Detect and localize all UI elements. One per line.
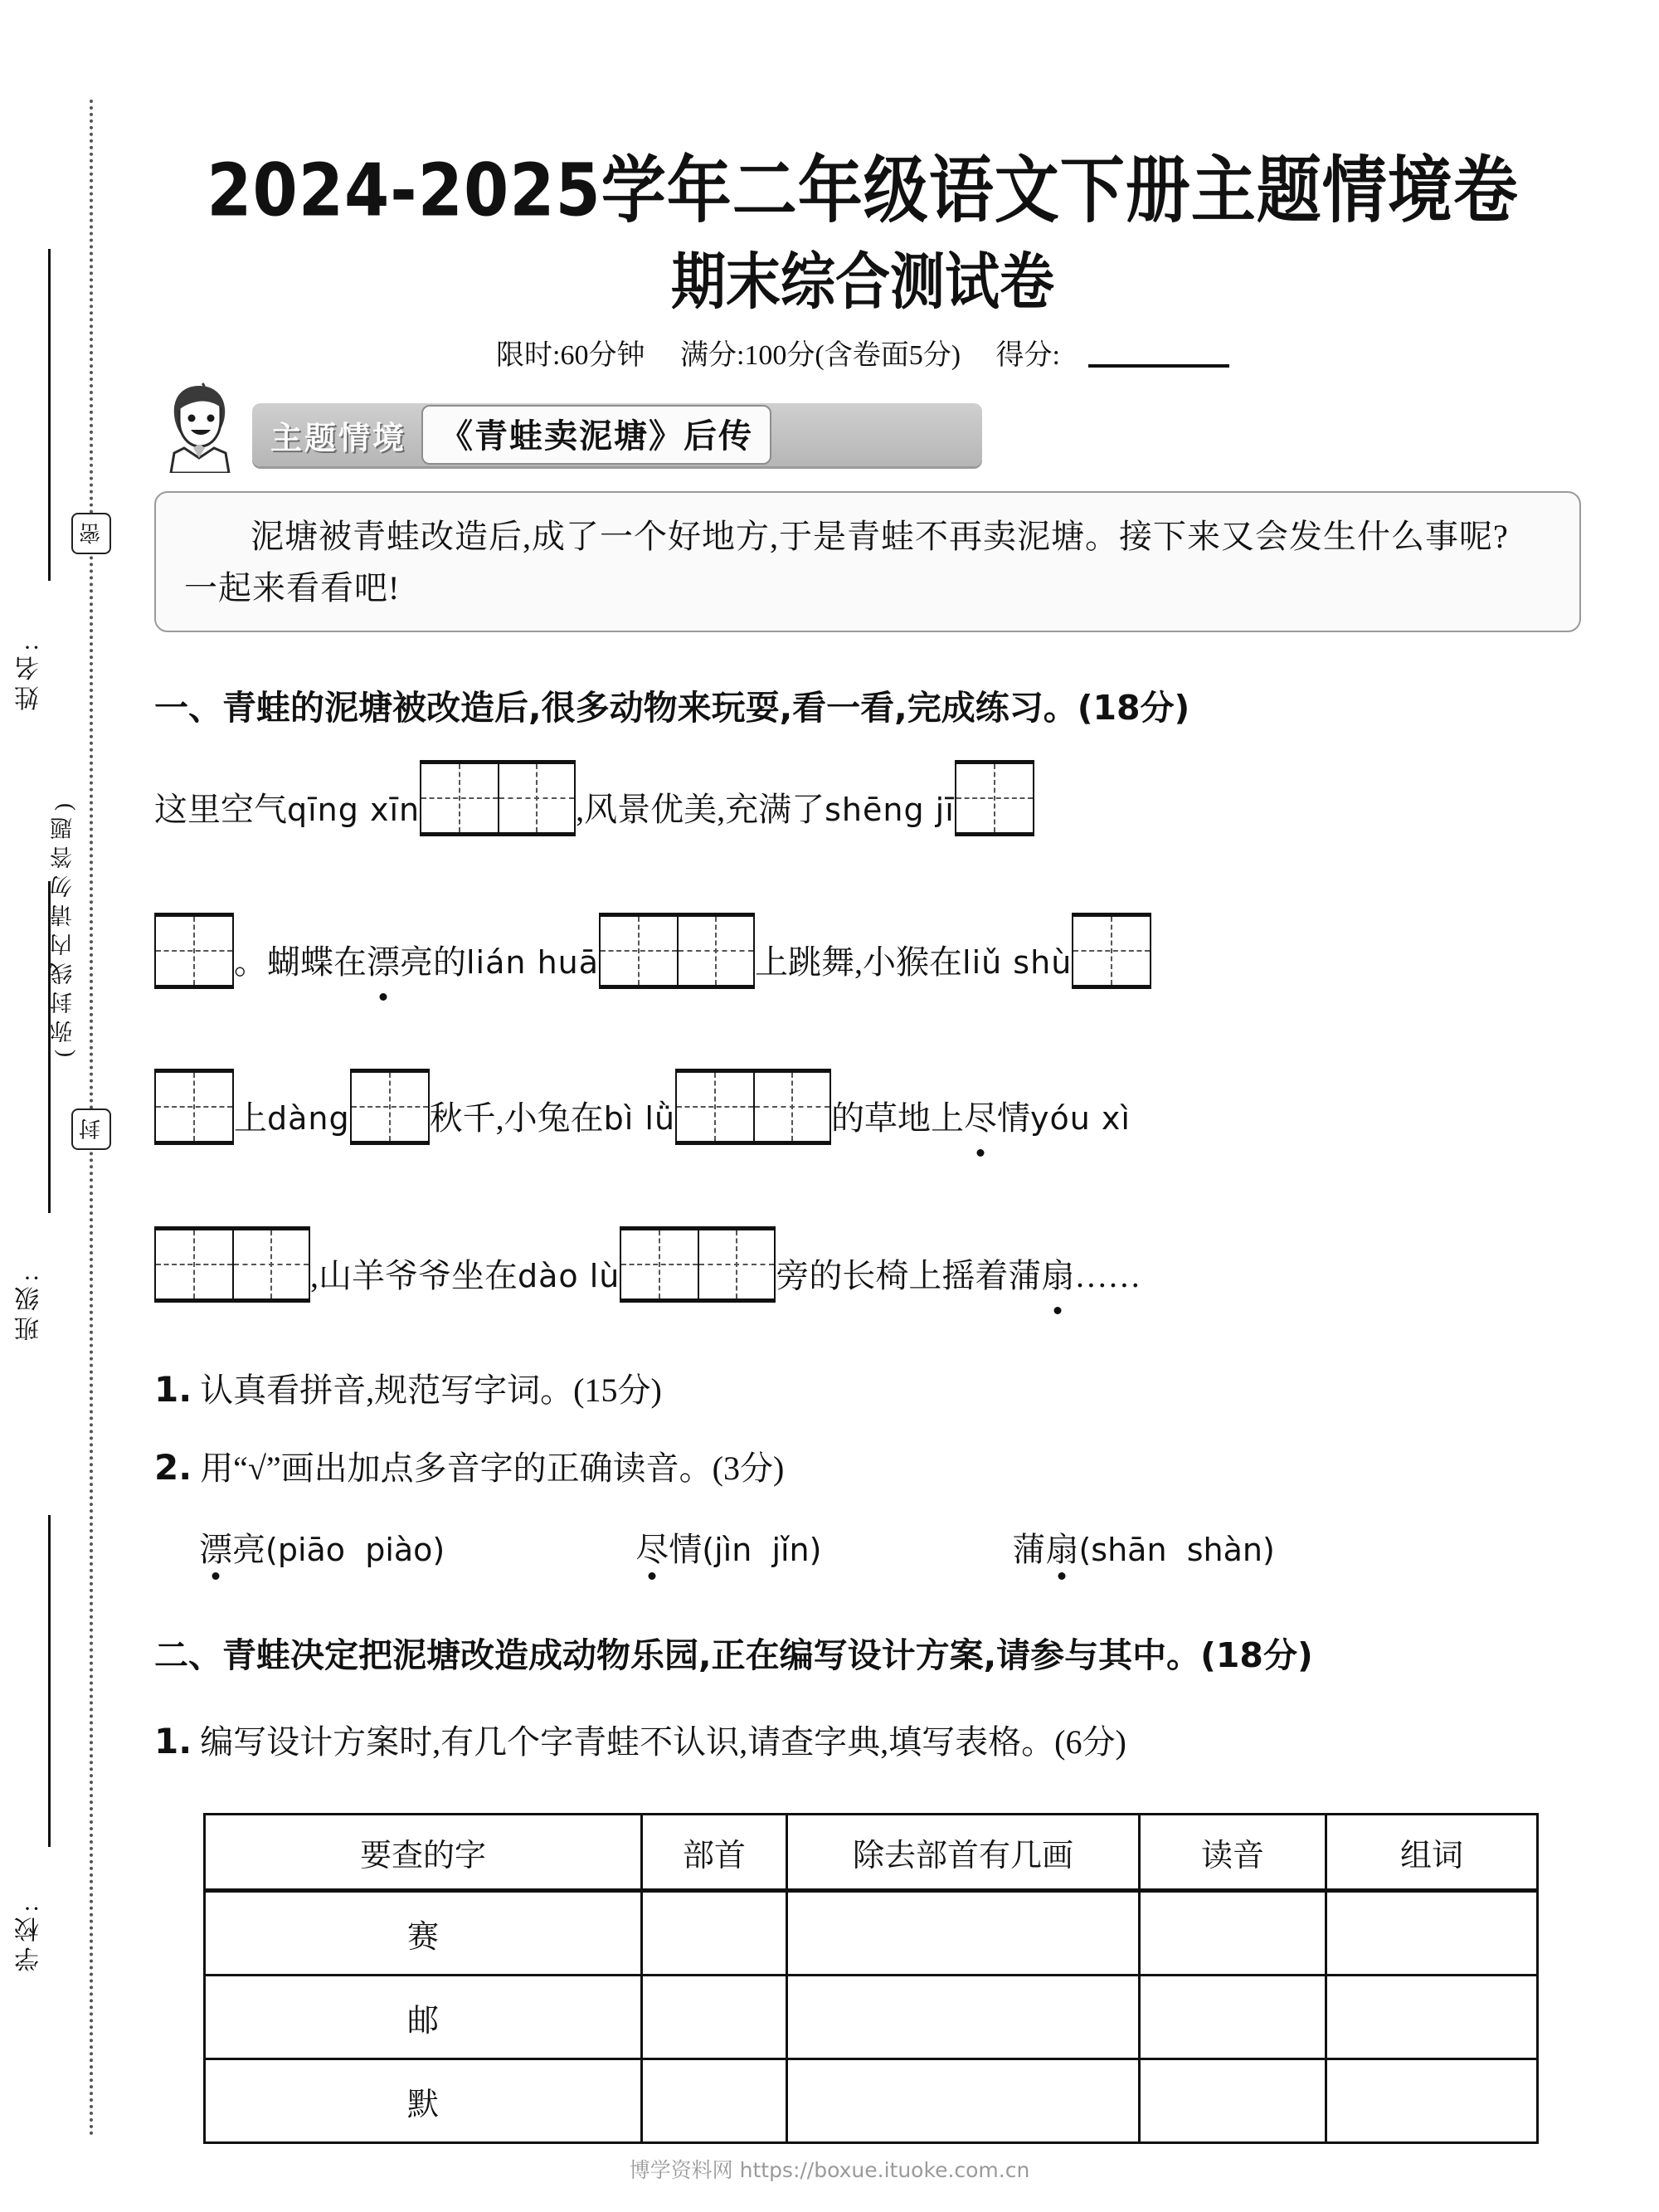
pinyin-row-2 [154,913,1151,989]
table-cell-answer-blank[interactable] [1326,1891,1538,1976]
field-label-name: 姓名: [16,639,43,711]
dotted-character: 尽 [964,1095,997,1145]
writing-grid-cell[interactable] [156,917,232,985]
writing-grid[interactable] [350,1069,430,1145]
question-1-1 [154,1364,662,1411]
paren-close: ) [432,1532,445,1568]
passage-text: 上跳舞,小猴在 [755,943,963,981]
score-blank-line[interactable] [1088,336,1229,368]
table-header-row [205,1815,1538,1891]
question-2-1-number: 1. [154,1721,192,1761]
dotted-character: 漂 [367,939,400,989]
paren-open: ( [1078,1532,1092,1568]
pinyin-option[interactable]: shān [1091,1532,1167,1568]
field-line-name [48,249,51,581]
pinyin-option[interactable]: piāo [277,1532,346,1568]
writing-grid-cell[interactable] [156,1230,232,1298]
seal-margin-strip [0,0,124,2212]
writing-grid-cell[interactable] [421,764,498,832]
page-subtitle: 期末综合测试卷 [671,246,1054,319]
writing-grid[interactable] [675,1069,831,1145]
table-header-cell: 部首 [642,1815,787,1891]
passage-text: 旁的长椅上摇着蒲 [776,1257,1042,1294]
table-cell-answer-blank[interactable] [642,1891,787,1976]
table-cell-answer-blank[interactable] [642,2059,787,2143]
table-row [205,1891,1538,1976]
table-row [205,2059,1538,2143]
table-cell-answer-blank[interactable] [787,1891,1140,1976]
field-label-school: 学校: [16,1900,43,1972]
pinyin-option[interactable]: shàn [1166,1532,1262,1568]
passage-text: 上 [234,1099,267,1137]
pinyin-text: dào lù [518,1258,620,1294]
pinyin-text: qīng xīn [287,792,421,828]
polyphone-item [199,1523,445,1571]
theme-banner-tag: 主题情境 [270,419,407,456]
table-cell-answer-blank[interactable] [1140,1891,1326,1976]
table-cell-answer-blank[interactable] [787,1976,1140,2059]
passage-text: 情 [997,1099,1031,1137]
writing-grid[interactable] [154,1226,310,1303]
seal-note-text: (弥封线内请勿答题) [51,797,75,1057]
writing-grid[interactable] [154,913,234,989]
polyphone-item [1012,1523,1274,1571]
table-cell-answer-blank[interactable] [1140,2059,1326,2143]
passage-text: 亮的 [400,943,466,981]
pinyin-row-4 [154,1226,1141,1303]
theme-banner-title: 《青蛙卖泥塘》后传 [421,405,771,465]
exam-meta-row [124,332,1601,373]
passage-text: ,风景优美,充满了 [576,791,825,828]
writing-grid-cell[interactable] [621,1230,698,1298]
passage-text: ,山羊爷爷坐在 [310,1257,518,1294]
boy-avatar-icon [154,382,244,473]
polyphone-options-row [199,1523,1609,1571]
question-1-2-text: 用“√”画出加点多音字的正确读音。(3分) [200,1449,785,1487]
dotted-character: 扇 [1041,1253,1074,1303]
intro-text: 泥塘被青蛙改造后,成了一个好地方,于是青蛙不再卖泥塘。接下来又会发生什么事呢? 一起来看看吧! [184,518,1509,607]
writing-grid-cell[interactable] [352,1073,428,1141]
paren-close: ) [809,1532,822,1568]
dotted-character: 尽 [635,1531,669,1568]
writing-grid[interactable] [599,913,755,989]
question-1-2-number: 2. [154,1447,192,1488]
passage-text: …… [1074,1257,1141,1294]
table-header-cell: 要查的字 [205,1815,642,1891]
pinyin-text: dàng [267,1100,350,1137]
polyphone-word-char: 亮 [232,1531,265,1568]
pinyin-option[interactable]: jǐn [752,1532,810,1568]
theme-banner [154,397,984,473]
pinyin-option[interactable]: jìn [714,1532,752,1568]
paren-open: ( [702,1532,715,1568]
writing-grid-cell[interactable] [753,1073,830,1141]
pinyin-text: shēng jī [825,792,955,828]
writing-grid-cell[interactable] [156,1073,232,1141]
pinyin-row-3 [154,1069,1131,1145]
score-label: 得分: [995,340,1060,371]
pinyin-text: bì lǜ [603,1100,676,1137]
table-cell-answer-blank[interactable] [1140,1976,1326,2059]
question-1-1-number: 1. [154,1369,192,1410]
pinyin-text: yóu xì [1030,1100,1131,1137]
pinyin-text: lián huā [466,944,600,981]
passage-text: 的草地上 [831,1099,965,1137]
writing-grid[interactable] [955,760,1034,836]
writing-grid-cell[interactable] [677,917,753,985]
dictionary-table [203,1813,1539,2144]
field-label-class: 班级: [16,1269,43,1342]
time-limit-text: 限时:60分钟 [496,340,645,371]
pinyin-text: liǔ shù [962,944,1073,981]
full-score-text: 满分:100分(含卷面5分) [679,340,961,371]
writing-grid-cell[interactable] [498,764,574,832]
table-cell-answer-blank[interactable] [642,1976,787,2059]
writing-grid-cell[interactable] [698,1230,774,1298]
writing-grid[interactable] [1072,913,1151,989]
question-1-1-text: 认真看拼音,规范写字词。(15分) [200,1372,662,1409]
passage-text: 这里空气 [154,791,287,828]
section-two-heading: 二、青蛙决定把泥塘改造成动物乐园,正在编写设计方案,请参与其中。(18分) [154,1635,1313,1675]
question-1-2 [154,1442,784,1489]
passage-text: 秋千,小兔在 [429,1099,604,1137]
writing-grid-cell[interactable] [601,917,677,985]
table-cell-answer-blank[interactable] [1326,1976,1538,2059]
writing-grid[interactable] [420,760,576,836]
table-cell-character: 赛 [205,1891,642,1976]
seal-mark-first: 密 [71,513,111,554]
seal-mark-second: 封 [71,1108,111,1150]
field-line-school [48,1515,51,1847]
polyphone-word-char: 情 [669,1531,703,1568]
section-one-heading: 一、青蛙的泥塘被改造后,很多动物来玩耍,看一看,完成练习。(18分) [154,688,1190,728]
pinyin-option[interactable]: piào [345,1532,433,1568]
table-header-cell: 读音 [1140,1815,1326,1891]
writing-grid[interactable] [154,1069,234,1145]
writing-grid-cell[interactable] [232,1230,309,1298]
passage-text: 。蝴蝶在 [234,943,367,981]
writing-grid-cell[interactable] [677,1073,753,1141]
intro-box [154,491,1581,632]
table-cell-character: 默 [205,2059,642,2143]
polyphone-word-char: 蒲 [1012,1531,1046,1568]
theme-banner-bar [252,403,982,466]
watermark: 博学资料网 https://boxue.ituoke.com.cn [629,2158,1030,2182]
paren-open: ( [265,1532,278,1568]
polyphone-item [635,1523,821,1571]
table-cell-character: 邮 [205,1976,642,2059]
question-2-1-text: 编写设计方案时,有几个字青蛙不认识,请查字典,填写表格。(6分) [200,1723,1126,1761]
writing-grid[interactable] [620,1226,776,1303]
table-row [205,1976,1538,2059]
paren-close: ) [1262,1532,1275,1568]
page-title: 2024-2025学年二年级语文下册主题情境卷 [207,149,1519,233]
table-cell-answer-blank[interactable] [1326,2059,1538,2143]
dotted-character: 扇 [1045,1531,1079,1568]
pinyin-row-1 [154,760,1034,836]
writing-grid-cell[interactable] [1073,917,1150,985]
table-header-cell: 组词 [1326,1815,1538,1891]
table-cell-answer-blank[interactable] [787,2059,1140,2143]
dotted-character: 漂 [199,1531,232,1568]
writing-grid-cell[interactable] [956,764,1033,832]
question-2-1 [154,1716,1126,1763]
table-header-cell: 除去部首有几画 [787,1815,1140,1891]
